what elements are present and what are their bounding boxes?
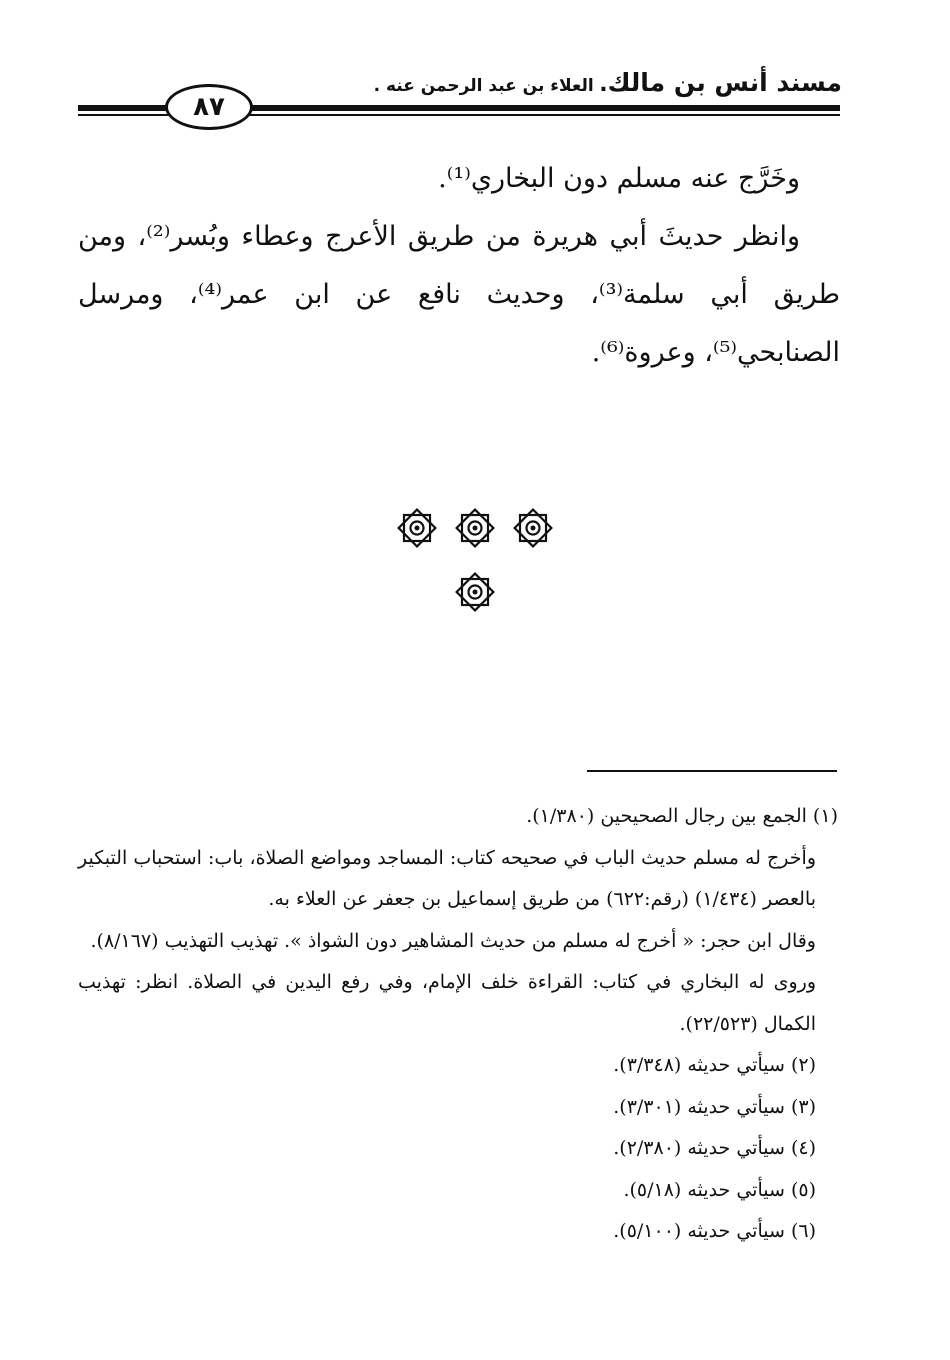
- ornament-row-top: [0, 506, 950, 550]
- eight-point-star-ornament-icon: [453, 506, 497, 550]
- footnote-2: (٢) سيأتي حديثه (٣/٣٤٨).: [613, 1054, 816, 1076]
- main-paragraph-1: وخَرَّج عنه مسلم دون البخاري⁽¹⁾.: [438, 163, 800, 194]
- footnote-3: (٣) سيأتي حديثه (٣/٣٠١).: [613, 1095, 816, 1118]
- main-paragraph-2: وانظر حديثَ أبي هريرة من طريق الأعرج وعطاء وبُسر⁽²⁾، ومن طريق أبي سلمة⁽³⁾، وحديث نافع عن ابن عمر⁽⁴⁾، ومرسل الصنابحي⁽⁵⁾، وعروة⁽⁶⁾.: [78, 221, 841, 368]
- ornament-row-bottom: [0, 570, 950, 614]
- footnotes: [78, 796, 838, 1253]
- eight-point-star-ornament-icon: [395, 506, 439, 550]
- footnote-1-cont-bukhari: وروى له البخاري في كتاب: القراءة خلف الإمام، وفي رفع اليدين في الصلاة. انظر: تهذيب الكمال (٢٢/٥٢٣).: [78, 971, 816, 1035]
- footnote-separator: [587, 770, 837, 772]
- footnote-1-cont-ibn-hajar: وقال ابن حجر: « أخرج له مسلم من حديث المشاهير دون الشواذ ». تهذيب التهذيب (٨/١٦٧).: [90, 929, 816, 952]
- footnote-5: (٥) سيأتي حديثه (٥/١٨).: [623, 1178, 816, 1201]
- header-separator: .: [599, 72, 608, 97]
- footnote-1-cont-muslim: وأخرج له مسلم حديث الباب في صحيحه كتاب: المساجد ومواضع الصلاة، باب: استحباب التبكير بالعصر (١/٤٣٤) (رقم:٦٢٢) من طريق إسماعيل بن جعفر عن العلاء به.: [78, 846, 816, 910]
- header-subtitle: العلاء بن عبد الرحمن عنه .: [373, 76, 594, 96]
- page-number-oval: [165, 84, 253, 130]
- footnote-6: (٦) سيأتي حديثه (٥/١٠٠).: [613, 1220, 816, 1242]
- book-title: مسند أنس بن مالك: [607, 68, 842, 97]
- eight-point-star-ornament-icon: [511, 506, 555, 550]
- eight-point-star-ornament-icon: [453, 570, 497, 614]
- main-text: [78, 150, 840, 382]
- running-header: [374, 68, 842, 97]
- footnote-1: (١) الجمع بين رجال الصحيحين (١/٣٨٠).: [526, 805, 838, 827]
- footnote-4: (٤) سيأتي حديثه (٢/٣٨٠).: [613, 1137, 816, 1159]
- page-number: ٨٧: [193, 92, 225, 122]
